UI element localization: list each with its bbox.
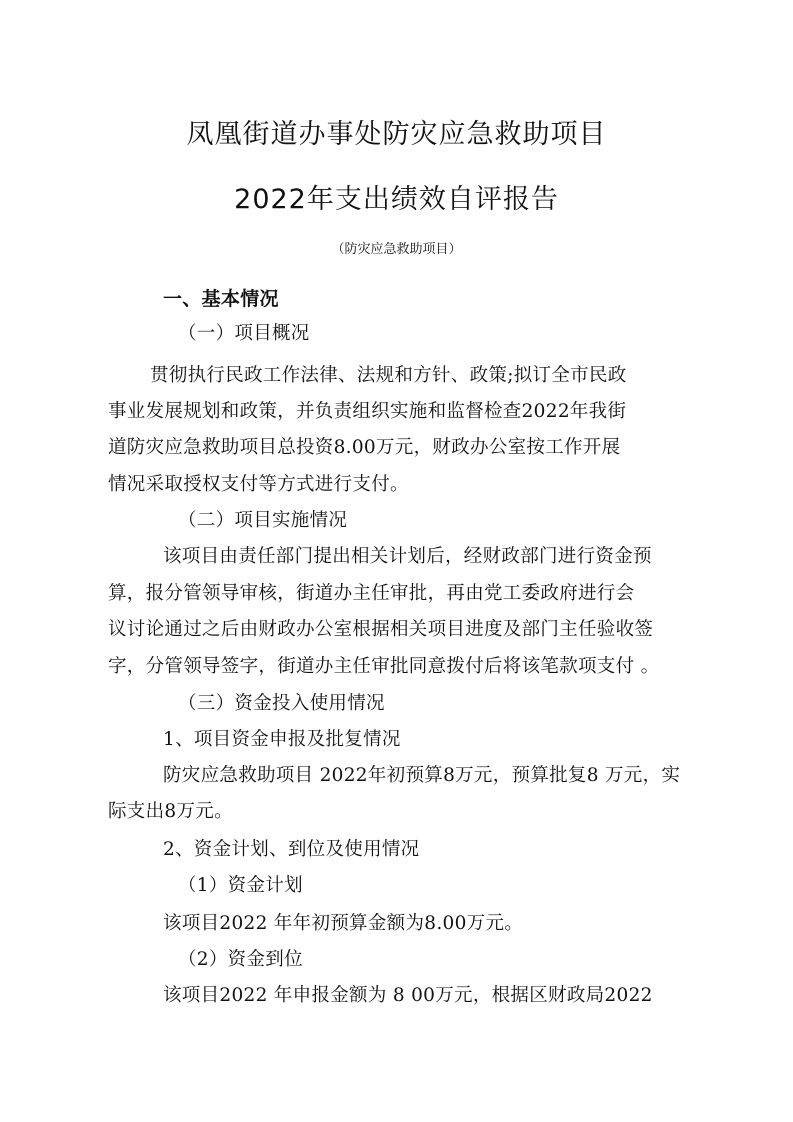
subheading-fund-plan-arrival-use: 2、资金计划、到位及使用情况 (163, 839, 420, 860)
document-title-line-2: 2022年支出绩效自评报告 (234, 184, 559, 215)
subheading-fund-application: 1、项目资金申报及批复情况 (163, 729, 401, 750)
paragraph-line: 情况采取授权支付等方式进行支付。 (108, 474, 409, 495)
subheading-fund-usage: （三）资金投入使用情况 (178, 693, 385, 714)
paragraph-line: 事业发展规划和政策，并负责组织实施和监督检查2022年我街 (108, 401, 627, 422)
paragraph-line: 议讨论通过之后由财政办公室根据相关项目进度及部门主任验收签 (108, 619, 654, 640)
document-title-line-1: 凤凰街道办事处防灾应急救助项目 (186, 119, 607, 150)
section-heading-basic-info: 一、基本情况 (163, 288, 279, 310)
paragraph-line: 际支出8万元。 (108, 801, 233, 822)
paragraph-line: 道防灾应急救助项目总投资8.00万元，财政办公室按工作开展 (108, 437, 621, 458)
subheading-fund-arrival: （2）资金到位 (178, 949, 303, 970)
paragraph-line: 字，分管领导签字，街道办主任审批同意拨付后将该笔款项支付 。 (108, 656, 660, 677)
paragraph-line: 贯彻执行民政工作法律、法规和方针、政策;拟订全市民政 (150, 365, 627, 386)
paragraph-line: 该项目2022 年年初预算金额为8.00万元。 (163, 913, 524, 934)
paragraph-line: 防灾应急救助项目 2022年初预算8万元，预算批复8 万元，实 (163, 765, 681, 786)
paragraph-line: 算，报分管领导审核，街道办主任审批，再由党工委政府进行会 (108, 583, 635, 604)
document-subtitle: （防灾应急救助项目） (331, 242, 462, 257)
paragraph-line: 该项目由责任部门提出相关计划后，经财政部门进行资金预 (163, 546, 652, 567)
paragraph-line: 该项目2022 年申报金额为 8 00万元，根据区财政局2022 (163, 985, 653, 1006)
subheading-project-overview: （一）项目概况 (178, 323, 310, 344)
subheading-fund-plan: （1）资金计划 (178, 875, 303, 896)
subheading-implementation: （二）项目实施情况 (178, 510, 348, 531)
